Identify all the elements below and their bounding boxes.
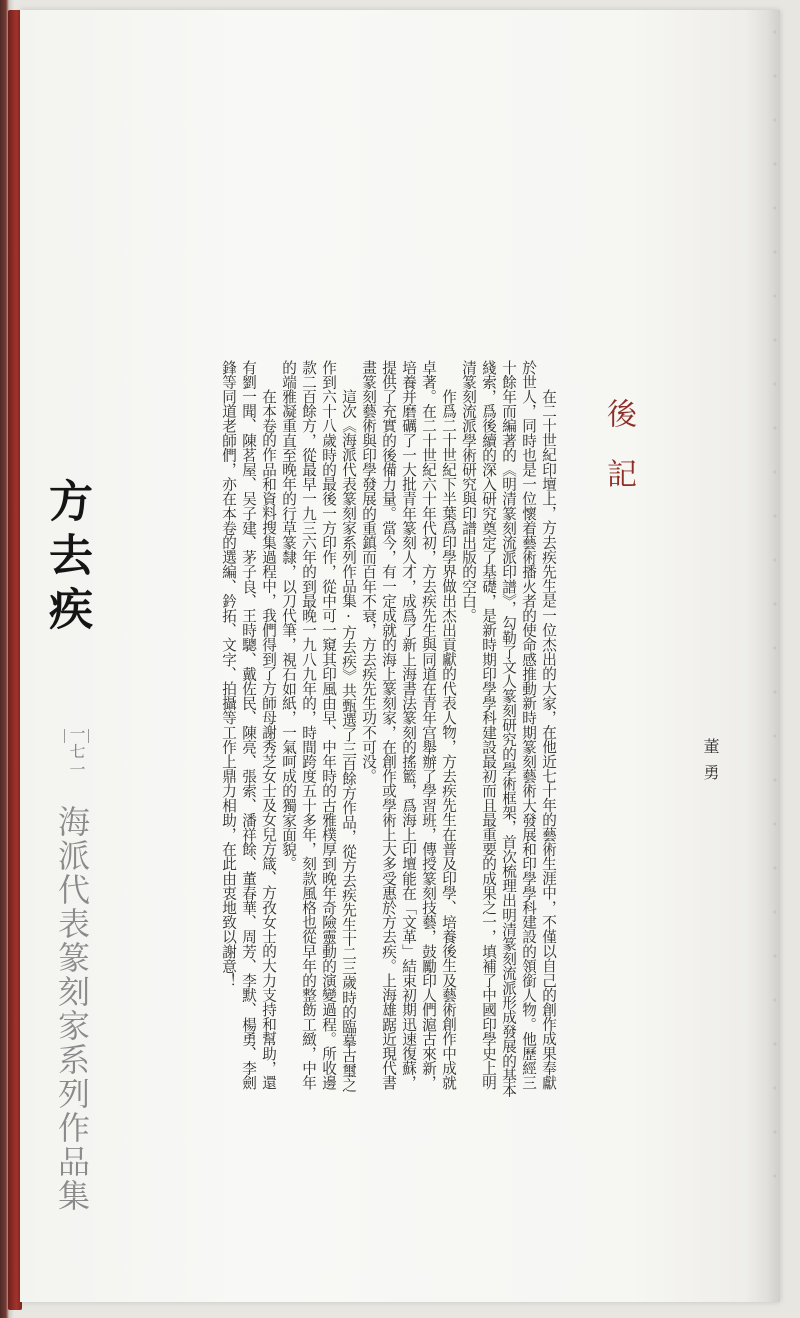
paragraph: 這次《海派代表篆刻家系列作品集·方去疾》共甄選了三百餘方作品，從方去疾先生十二三歲時的臨摹古璽之作到六十八歲時的最後一方印作，從中可一窺其印風由早、中年時的古雅樸厚到晚年奇險靈動的演變過程。所收邊款二百餘方，從最早一九三六年的到最晚一九八九年的，時間跨度五十多年，刻款風格也從早年的整飭工緻，中年的端雅凝重直至晚年的行草篆隸，以刀代筆，視石如紙，一氣呵成的獨家面貌。	[280, 360, 357, 1093]
series-title: 海派代表篆刻家系列作品集	[53, 805, 91, 1213]
paragraph: 在本卷的作品和資料搜集過程中，我們得到了方師母謝秀芝女士及女兒方箴、方孜女士的大力支持和幫助，還有劉一聞、陳茗屋、吴子建、茅子良、王時驄、戴佐民、陳亮、張索、潘祥餘、董春華、周芳、李默、楊勇、李劍鋒等同道老師們，亦在本卷的選編、鈐拓、文字、拍攝等工作上鼎力相助，在此由衷地致以謝意！	[220, 360, 277, 1090]
afterword-body	[218, 360, 558, 1100]
page-number: 一七一	[64, 725, 89, 779]
paragraph: 作爲二十世紀下半葉爲印學界做出杰出貢獻的代表人物，方去疾先生在普及印學、培養後生及藝術創作中成就卓著。在二十世紀六十年代初，方去疾先生與同道在青年宫舉辦了學習班，傳授篆刻技藝，鼓勵印人們滬古來新，培養并磨礪了一大批青年篆刻人才，成爲了新上海書法篆刻的搖籃，爲海上印壇能在「文革」結束初期迅速復蘇，提供了充實的後備力量。當今，有一定成就的海上篆刻家，在創作或學術上大多受惠於方去疾。上海雄踞近現代書畫篆刻藝術與印學發展的重鎮而百年不衰，方去疾先生功不可没。	[360, 360, 457, 1090]
paragraph: 在二十世紀印壇上，方去疾先生是一位杰出的大家，在他近七十年的藝術生涯中，不僅以自己的創作成果奉獻於世人，同時也是一位懷着藝術播火者的使命感推動新時期篆刻藝術大發展和印學學科建設的領銜人物。他歷經三十餘年而編著的《明清篆刻流派印譜》，勾勒了文人篆刻研究的學術框架，首次梳理出明清篆刻流派形成發展的基本綫索，爲後續的深入研究奠定了基礎，是新時期印學學科建設最初而且最重要的成果之一，填補了中國印學史上明清篆刻流派學術研究與印譜出版的空白。	[460, 360, 557, 1098]
calligraphy-signature: 方去疾	[41, 478, 92, 640]
binding-stitch	[772, 10, 778, 1210]
author-name: 董勇	[701, 738, 720, 790]
page-title: 後記	[601, 398, 636, 518]
